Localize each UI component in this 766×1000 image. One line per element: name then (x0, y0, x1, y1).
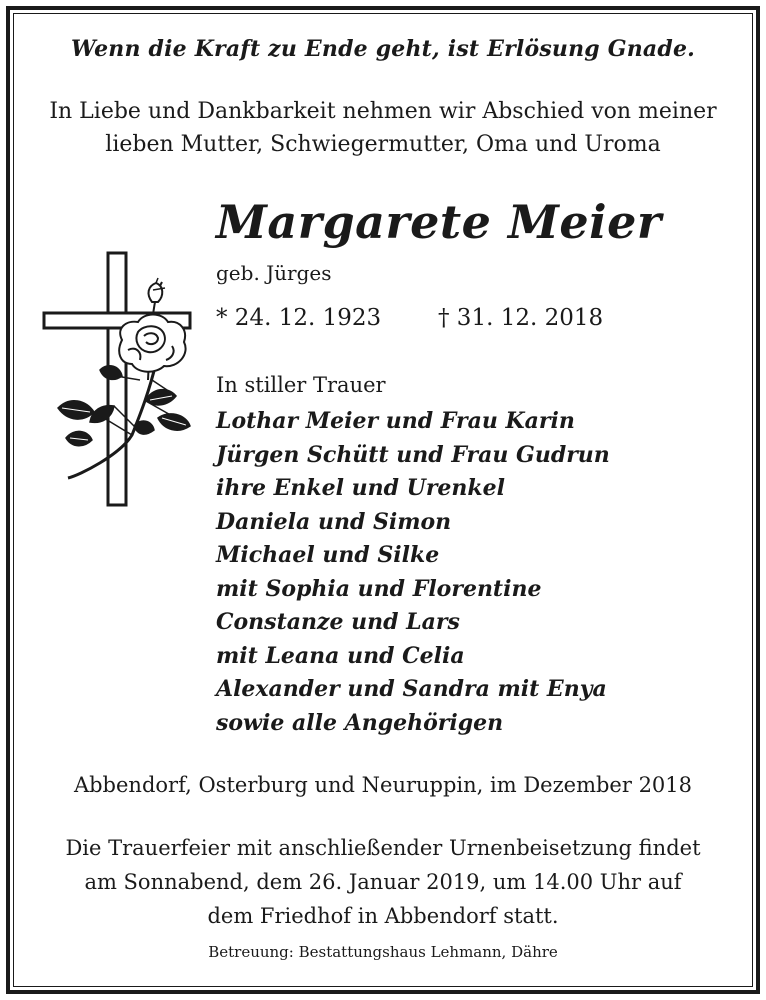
intro-text (0, 95, 766, 161)
funeral-line: am Sonnabend, dem 26. Januar 2019, um 14.00 Uhr auf (84, 870, 682, 894)
deceased-name: Margarete Meier (216, 195, 662, 249)
mourner-line: Alexander und Sandra mit Enya (216, 676, 607, 702)
intro-line: In Liebe und Dankbarkeit nehmen wir Abschied von meiner (49, 99, 717, 124)
death-date: † 31. 12. 2018 (438, 305, 604, 331)
mourner-line: Constanze und Lars (216, 609, 460, 635)
funeral-line: Die Trauerfeier mit anschließender Urnenbeisetzung findet (65, 836, 701, 860)
funeral-notice (0, 831, 766, 933)
mourner-line: mit Sophia und Florentine (216, 575, 542, 602)
mourner-line: Jürgen Schütt und Frau Gudrun (216, 441, 610, 468)
mourning-label: In stiller Trauer (216, 373, 386, 397)
cross-with-rose-icon (40, 250, 200, 514)
mourner-line: sowie alle Angehörigen (216, 709, 504, 736)
mourner-line: Lothar Meier und Frau Karin (216, 408, 575, 434)
funeral-home-credit: Betreuung: Bestattungshaus Lehmann, Dähre (208, 943, 558, 961)
birth-date: * 24. 12. 1923 (216, 305, 382, 331)
mourners-list (216, 405, 610, 740)
mourner-line: mit Leana und Celia (216, 642, 465, 669)
birth-name: geb. Jürges (216, 261, 332, 285)
mourner-line: Michael und Silke (216, 542, 440, 568)
mourner-line: Daniela und Simon (216, 508, 452, 535)
life-dates (216, 305, 604, 331)
mourner-line: ihre Enkel und Urenkel (216, 475, 506, 501)
intro-line: lieben Mutter, Schwiegermutter, Oma und Uroma (105, 132, 661, 157)
funeral-line: dem Friedhof in Abbendorf statt. (207, 904, 559, 928)
motto: Wenn die Kraft zu Ende geht, ist Erlösung Gnade. (70, 36, 696, 62)
place-and-date: Abbendorf, Osterburg und Neuruppin, im Dezember 2018 (73, 773, 693, 797)
